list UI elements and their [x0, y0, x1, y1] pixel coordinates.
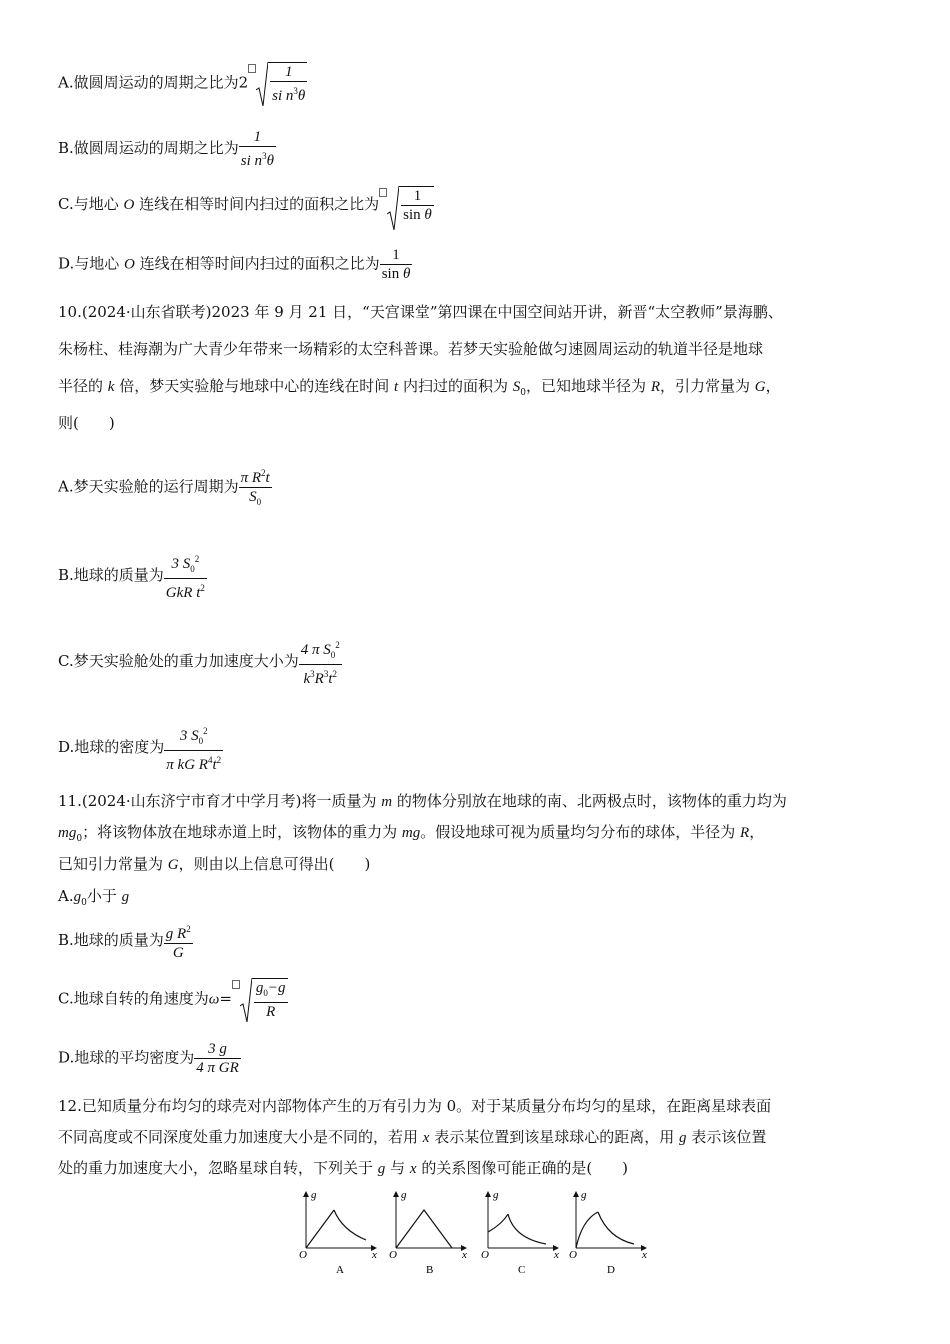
curve-triangle	[396, 1210, 452, 1248]
var-g: g	[377, 1161, 386, 1177]
curve-linear-rise	[306, 1210, 334, 1248]
denominator: 4 π GR	[196, 1060, 239, 1076]
subscript: 0	[198, 736, 204, 746]
option-text: B.做圆周运动的周期之比为	[58, 139, 239, 157]
option-text: A.梦天实验舱的运行周期为	[58, 477, 239, 496]
q11-option-d	[58, 1040, 241, 1077]
curve-decay	[508, 1214, 546, 1244]
variable-theta: θ	[297, 88, 306, 104]
denominator: sin	[381, 266, 400, 282]
curve-rise	[576, 1212, 598, 1248]
stem-text: ，	[765, 377, 781, 395]
exponent: 2	[261, 468, 266, 478]
var-g: G	[167, 857, 179, 873]
stem-text: ，则由以上信息可得出( )	[178, 855, 371, 873]
radical-icon	[256, 62, 268, 106]
denominator: sin	[403, 207, 421, 223]
root-expression	[256, 62, 307, 105]
denominator: GkR t	[165, 585, 201, 601]
var-g0: g	[73, 889, 82, 905]
stem-text: 内扫过的面积为	[403, 377, 509, 395]
numerator: 1	[380, 246, 413, 265]
var-omega: ω	[208, 991, 220, 1008]
denominator: π kG R	[166, 757, 208, 773]
var-x: x	[422, 1130, 430, 1146]
q12-stem-line2	[58, 1127, 766, 1148]
option-text: A.	[58, 887, 74, 905]
var-g: g	[679, 1130, 687, 1146]
stem-text: 已知引力常量为	[58, 855, 164, 873]
var-r: R	[740, 825, 750, 841]
stem-text: 与	[390, 1159, 406, 1177]
origin-label: O	[389, 1249, 397, 1261]
x-axis-label: x	[372, 1249, 377, 1261]
origin-label: O	[481, 1249, 489, 1261]
option-text: D.地球的密度为	[58, 738, 165, 756]
curve-decay	[334, 1210, 366, 1240]
numerator: 3 S	[171, 556, 191, 572]
variable-theta: θ	[266, 153, 274, 169]
var-mg0: mg	[58, 825, 77, 841]
q11-stem-line1	[58, 791, 787, 812]
q9-option-b	[58, 128, 276, 170]
q11-option-b	[58, 920, 193, 962]
option-text: D.与地心	[58, 254, 120, 273]
var-k: k	[107, 379, 115, 395]
option-text: 连线在相等时间内扫过的面积之比为	[139, 195, 380, 213]
exponent: 3	[262, 151, 267, 161]
y-axis-label: g	[311, 1189, 317, 1201]
q12-stem-line1: 12.已知质量分布均匀的球壳对内部物体产生的万有引力为 0。对于某质量分布均匀的星球，在距离星球表面	[58, 1097, 772, 1115]
numerator: 1	[239, 128, 276, 147]
denominator: S	[249, 489, 257, 505]
q10-option-d	[58, 722, 223, 774]
variable-theta: θ	[402, 266, 411, 282]
origin-label: O	[299, 1249, 307, 1261]
exponent: 2	[335, 640, 340, 650]
graph-b	[389, 1189, 467, 1276]
equals-sign: =	[219, 989, 232, 1008]
numerator: 4 π S	[300, 642, 331, 658]
var-t: t	[394, 379, 399, 395]
q9-option-c	[58, 186, 434, 224]
q12-stem-line3	[58, 1158, 628, 1179]
stem-text: ，	[749, 823, 765, 841]
var-g: G	[754, 379, 766, 395]
var-r: R	[650, 379, 660, 395]
curve-decay	[598, 1212, 634, 1244]
numerator: 1	[270, 63, 307, 82]
y-axis-label: g	[401, 1189, 407, 1201]
option-text: B.地球的质量为	[58, 566, 164, 584]
root-expression	[240, 978, 288, 1021]
q10-stem-line3	[58, 376, 781, 403]
q10-stem-line1: 10.(2024·山东省联考)2023 年 9 月 21 日，“天宫课堂”第四课在中国空间站开讲，新晋“太空教师”景海鹏、	[58, 303, 783, 321]
graph-a	[299, 1189, 377, 1276]
subscript: 0	[256, 497, 262, 507]
placeholder-box-icon	[232, 980, 240, 989]
stem-text: 不同高度或不同深度处重力加速度大小是不同的，若用	[58, 1128, 419, 1146]
root-expression	[387, 186, 434, 224]
graph-label: A	[336, 1264, 344, 1276]
option-text: D.地球的平均密度为	[58, 1048, 195, 1067]
exponent: 2	[186, 924, 191, 934]
q10-option-b	[58, 550, 207, 602]
numerator: 1	[401, 187, 434, 206]
curve-rise	[488, 1214, 508, 1232]
var-x: x	[409, 1161, 417, 1177]
option-text: C.与地心	[58, 195, 119, 213]
exponent: 2	[194, 554, 200, 564]
stem-text: 倍，梦天实验舱与地球中心的连线在时间	[119, 377, 390, 395]
y-axis-label: g	[581, 1189, 587, 1201]
exponent: 2	[332, 669, 337, 679]
graph-label: D	[607, 1264, 615, 1276]
q11-stem-line2	[58, 822, 764, 849]
radical-icon	[240, 978, 252, 1022]
q10-stem-line2: 朱杨柱、桂海潮为广大青少年带来一场精彩的太空科普课。若梦天实验舱做匀速圆周运动的轨道半径是地球	[58, 340, 764, 358]
q11-option-a	[58, 886, 129, 913]
graph-c	[481, 1189, 559, 1276]
exponent: 3	[323, 669, 329, 679]
placeholder-box-icon	[248, 64, 256, 73]
denominator: G	[172, 945, 184, 961]
stem-text: 的物体分别放在地球的南、北两极点时，该物体的重力均为	[396, 792, 787, 810]
var-m: m	[381, 794, 393, 810]
stem-text: ；将该物体放在地球赤道上时，该物体的重力为	[82, 823, 398, 841]
q12-graphs	[296, 1188, 656, 1280]
option-text: B.地球的质量为	[58, 931, 164, 949]
subscript: 0	[81, 898, 87, 908]
var-r: R	[314, 671, 324, 687]
coefficient: 2	[238, 73, 249, 92]
placeholder-box-icon	[379, 188, 387, 197]
stem-text: ，引力常量为	[660, 377, 751, 395]
denominator: si n	[240, 153, 263, 169]
numerator-rest: −g	[267, 980, 286, 996]
q10-stem-line4: 则( )	[58, 414, 115, 432]
exponent: 2	[200, 583, 205, 593]
var-t: t	[265, 470, 270, 486]
var-t: t	[328, 671, 333, 687]
q9-option-a	[58, 62, 307, 105]
var-o: O	[124, 256, 135, 273]
stem-text: ，已知地球半径为	[526, 377, 647, 395]
q9-option-d	[58, 246, 412, 283]
numerator: 3 S	[179, 728, 199, 744]
exponent: 3	[293, 86, 298, 96]
graph-d	[569, 1189, 647, 1276]
stem-text: 的关系图像可能正确的是( )	[421, 1159, 629, 1177]
stem-text: 半径的	[58, 377, 104, 395]
stem-text: 表示某位置到该星球球心的距离，用	[434, 1128, 675, 1146]
radical-icon	[387, 186, 399, 230]
var-g: g	[121, 889, 130, 905]
exponent: 2	[203, 726, 208, 736]
variable-theta: θ	[424, 207, 432, 223]
q11-option-c	[58, 978, 288, 1021]
stem-text: 11.(2024·山东济宁市育才中学月考)将一质量为	[58, 792, 377, 810]
q10-option-c	[58, 636, 342, 688]
exponent: 4	[207, 755, 213, 765]
denominator: si n	[272, 88, 294, 104]
stem-text: 表示该位置	[691, 1128, 767, 1146]
option-text: C.梦天实验舱处的重力加速度大小为	[58, 652, 299, 670]
denominator: R	[266, 1004, 276, 1020]
x-axis-label: x	[554, 1249, 559, 1261]
stem-text: 处的重力加速度大小，忽略星球自转，下列关于	[58, 1159, 374, 1177]
x-axis-label: x	[462, 1249, 467, 1261]
numerator: g R	[165, 926, 187, 942]
exponent: 3	[310, 669, 315, 679]
var-k: k	[303, 671, 311, 687]
exponent: 2	[216, 755, 222, 765]
var-s: S	[512, 379, 521, 395]
subscript: 0	[190, 564, 195, 574]
subscript: 0	[520, 388, 527, 398]
x-axis-label: x	[642, 1249, 647, 1261]
var-mg: mg	[401, 825, 421, 841]
q10-option-a	[58, 464, 272, 511]
subscript: 0	[76, 834, 83, 844]
subscript: 0	[263, 988, 268, 998]
stem-text: 。假设地球可视为质量均匀分布的球体，半径为	[420, 823, 736, 841]
q11-stem-line3	[58, 854, 370, 875]
numerator: g	[255, 980, 264, 996]
option-text: 连线在相等时间内扫过的面积之比为	[139, 254, 380, 273]
graph-label: C	[518, 1264, 526, 1276]
option-text: C.地球自转的角速度为	[58, 989, 209, 1008]
option-text: 小于	[86, 887, 117, 905]
graph-label: B	[426, 1264, 434, 1276]
var-o: O	[123, 197, 135, 213]
var-t: t	[212, 757, 217, 773]
y-axis-label: g	[493, 1189, 499, 1201]
numerator: π R	[240, 470, 262, 486]
option-text: A.做圆周运动的周期之比为	[58, 73, 239, 92]
origin-label: O	[569, 1249, 577, 1261]
subscript: 0	[330, 650, 336, 660]
numerator: 3 g	[194, 1040, 241, 1059]
